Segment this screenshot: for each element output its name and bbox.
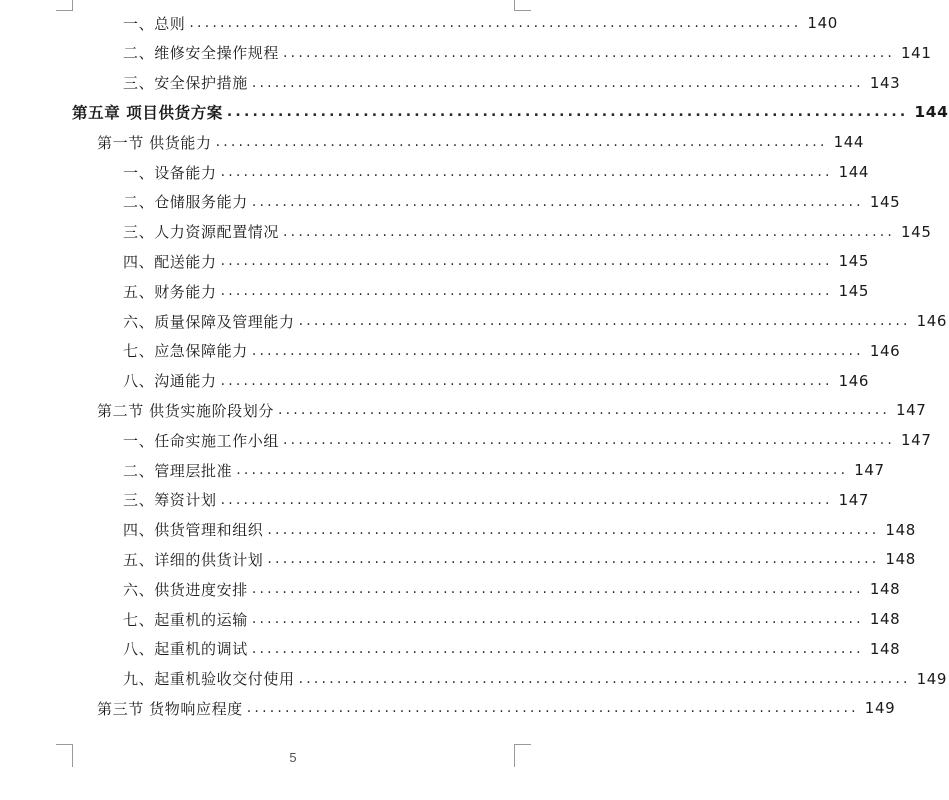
toc-dot-leader: ................................................................................ [298, 313, 911, 329]
toc-dot-leader: ................................................................................ [220, 253, 833, 270]
toc-dot-leader: ................................................................................ [251, 640, 864, 657]
toc-entry-page-number: 144 [838, 163, 870, 181]
toc-entry[interactable] [123, 68, 901, 98]
toc-entry-title: 七、应急保障能力 [123, 342, 248, 361]
toc-entry-page-number: 146 [916, 312, 948, 330]
toc-entry[interactable] [123, 246, 870, 276]
toc-entry-title: 八、起重机的调试 [123, 640, 248, 659]
toc-entry-title: 二、仓储服务能力 [123, 193, 248, 212]
toc-entry-page-number: 145 [838, 282, 870, 301]
toc-entry-page-number: 147 [901, 431, 932, 450]
toc-entry-page-number: 147 [854, 461, 885, 479]
toc-dot-leader: ................................................................................ [283, 432, 896, 449]
toc-entry-title: 第一节 供货能力 [97, 133, 212, 152]
toc-entry[interactable] [123, 366, 870, 396]
toc-entry[interactable] [123, 187, 901, 217]
toc-chapter-entry[interactable] [72, 97, 949, 127]
corner-mark-top-left [56, 0, 73, 11]
toc-dot-leader: ................................................................................ [246, 700, 859, 717]
toc-dot-leader: ................................................................................ [189, 15, 802, 31]
toc-entry[interactable] [123, 664, 948, 694]
toc-entry-page-number: 145 [869, 192, 901, 211]
toc-entry-page-number: 146 [869, 341, 901, 360]
toc-entry-title: 四、配送能力 [123, 252, 217, 271]
corner-mark-top-right [514, 0, 531, 11]
toc-entry[interactable] [123, 455, 885, 485]
toc-entry[interactable] [123, 515, 916, 545]
toc-entry-title: 八、沟通能力 [123, 372, 217, 391]
toc-dot-leader: ................................................................................ [267, 551, 880, 568]
toc-entry-title: 六、质量保障及管理能力 [123, 312, 295, 331]
toc-dot-leader: ................................................................................ [236, 462, 849, 478]
toc-entry[interactable] [123, 217, 932, 247]
toc-entry[interactable] [123, 634, 901, 664]
toc-dot-leader: ................................................................................ [251, 342, 864, 359]
toc-entry-page-number: 148 [869, 580, 901, 599]
toc-dot-leader: ................................................................................ [298, 670, 911, 687]
toc-dot-leader: ................................................................................ [277, 402, 890, 419]
toc-entry-page-number: 148 [869, 639, 901, 658]
toc-entry-page-number: 144 [914, 103, 949, 122]
toc-entry-title: 三、筹资计划 [123, 491, 217, 510]
toc-entry[interactable] [123, 306, 948, 336]
toc-entry-title: 四、供货管理和组织 [123, 521, 264, 540]
toc-entry[interactable] [123, 425, 932, 455]
toc-dot-leader: ................................................................................ [283, 44, 896, 61]
toc-dot-leader: ................................................................................ [220, 283, 833, 300]
toc-section-entry[interactable] [97, 127, 865, 157]
toc-entry[interactable] [123, 574, 901, 604]
toc-entry-page-number: 149 [916, 669, 948, 688]
toc-entry-title: 一、任命实施工作小组 [123, 431, 280, 450]
toc-dot-leader: ................................................................................ [220, 491, 833, 508]
toc-dot-leader: ................................................................................ [220, 372, 833, 389]
toc-entry-page-number: 141 [901, 43, 932, 62]
toc-entry-title: 第二节 供货实施阶段划分 [97, 401, 274, 420]
toc-entry-title: 五、详细的供货计划 [123, 550, 264, 569]
toc-dot-leader: ................................................................................ [283, 223, 896, 240]
toc-entry[interactable] [123, 276, 870, 306]
toc-entry-title: 五、财务能力 [123, 282, 217, 301]
toc-entry-title: 三、安全保护措施 [123, 74, 248, 93]
toc-dot-leader: ................................................................................ [251, 611, 864, 627]
toc-entry-page-number: 148 [869, 610, 901, 628]
toc-entry[interactable] [123, 336, 901, 366]
toc-entry[interactable] [123, 8, 838, 38]
toc-entry[interactable] [123, 157, 870, 187]
toc-dot-leader: ................................................................................ [267, 521, 880, 538]
toc-entry[interactable] [123, 485, 870, 515]
toc-entry[interactable] [123, 544, 916, 574]
toc-entry-title: 九、起重机验收交付使用 [123, 670, 295, 689]
page-number: 5 [289, 750, 297, 765]
toc-entry-page-number: 147 [896, 401, 927, 420]
toc-entry-page-number: 140 [807, 14, 838, 32]
toc-dot-leader: ................................................................................ [215, 134, 828, 151]
toc-dot-leader: ................................................................................ [251, 581, 864, 598]
toc-dot-leader: ................................................................................ [226, 104, 909, 121]
toc-entry-title: 二、维修安全操作规程 [123, 44, 280, 63]
toc-entry-title: 二、管理层批准 [123, 461, 233, 480]
toc-entry-title: 第三节 货物响应程度 [97, 699, 243, 718]
toc-entry-page-number: 144 [833, 133, 865, 152]
toc-entry-page-number: 143 [869, 73, 901, 92]
toc-dot-leader: ................................................................................ [251, 193, 864, 210]
toc-entry-title: 第五章 项目供货方案 [72, 104, 223, 123]
toc-entry[interactable] [123, 38, 932, 68]
toc-dot-leader: ................................................................................ [251, 74, 864, 91]
toc-entry-title: 三、人力资源配置情况 [123, 223, 280, 242]
toc-entry-page-number: 147 [838, 490, 870, 509]
toc-dot-leader: ................................................................................ [220, 164, 833, 180]
toc-entry-page-number: 148 [885, 520, 916, 539]
toc-entry-page-number: 146 [838, 371, 870, 390]
toc-entry-title: 一、设备能力 [123, 163, 217, 182]
toc-entry[interactable] [123, 604, 901, 634]
toc-entry-title: 一、总则 [123, 14, 186, 33]
toc-section-entry[interactable] [97, 395, 927, 425]
toc-entry-page-number: 148 [885, 550, 916, 569]
toc-entry-page-number: 149 [864, 699, 896, 718]
toc-entry-page-number: 145 [901, 222, 932, 241]
toc-section-entry[interactable] [97, 693, 896, 723]
toc-entry-page-number: 145 [838, 252, 870, 271]
toc-entry-title: 七、起重机的运输 [123, 610, 248, 629]
toc-entry-title: 六、供货进度安排 [123, 580, 248, 599]
